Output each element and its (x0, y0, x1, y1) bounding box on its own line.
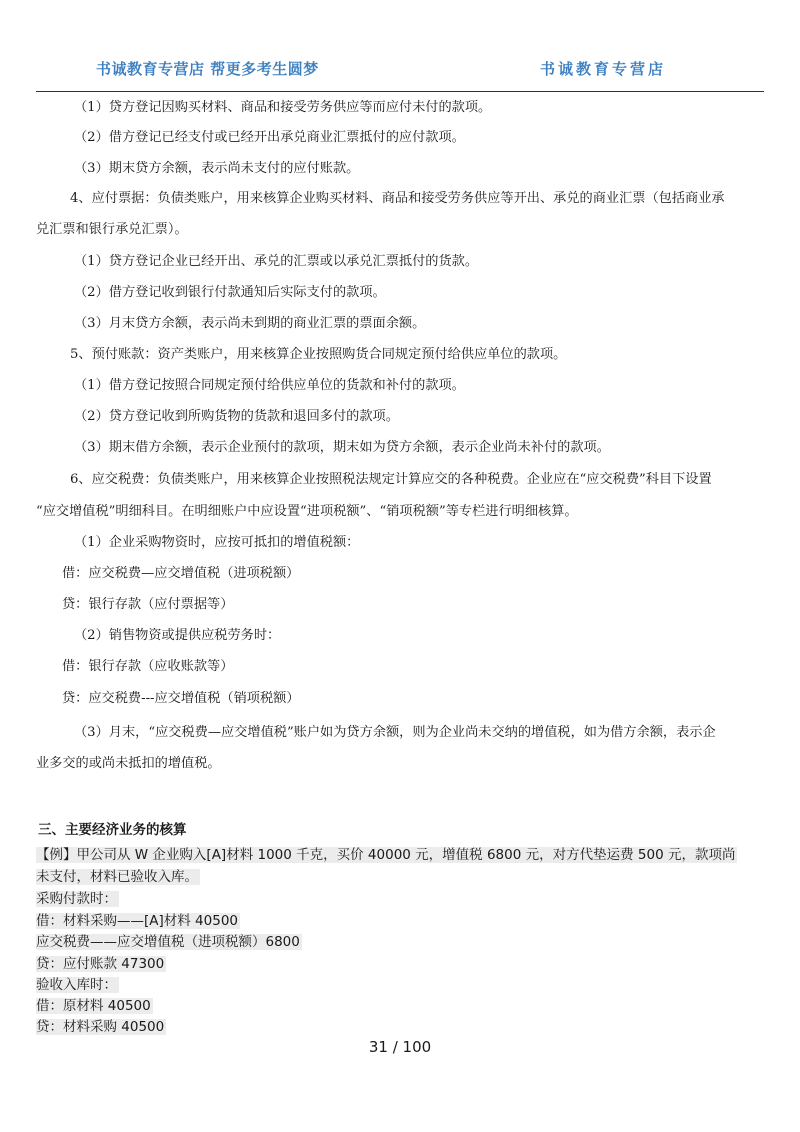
body-line: 兑汇票和银行承兑汇票）。 (36, 222, 188, 237)
example-line-text: 借：原材料 40500 (36, 998, 151, 1014)
body-line: “应交增值税”明细科目。在明细账户中应设置“进项税额”、“销项税额”等专栏进行明细核算。 (36, 504, 578, 519)
example-line (36, 867, 200, 888)
example-line (36, 932, 302, 953)
header-right-text: 书诚教育专营店 (540, 60, 667, 78)
body-line: 4、应付票据：负债类账户，用来核算企业购买材料、商品和接受劳务供应等开出、承兑的商业汇票（包括商业承 (70, 191, 725, 206)
example-line (36, 911, 240, 932)
page-header (36, 0, 764, 92)
example-line-text: 贷：应付账款 47300 (36, 956, 165, 972)
body-line: （2）借方登记收到银行付款通知后实际支付的款项。 (74, 285, 386, 300)
body-line: （3）月末，“应交税费—应交增值税”账户如为贷方余额，则为企业尚未交纳的增值税，如为借方余额，表示企 (74, 725, 716, 740)
example-line-text: 采购付款时： (36, 891, 117, 907)
header-left-text: 书诚教育专营店 帮更多考生圆梦 (96, 60, 319, 78)
body-line: （1）企业采购物资时，应按可抵扣的增值税额： (74, 535, 360, 550)
example-line-text: 应交税费——应交增值税（进项税额）6800 (36, 934, 300, 950)
example-line (36, 1017, 166, 1038)
example-line-text: 【例】甲公司从 W 企业购入[A]材料 1000 千克，买价 40000 元，增值税 6800 元，对方代垫运费 500 元，款项尚 (36, 847, 736, 863)
body-line: （3）期末借方余额，表示企业预付的款项，期末如为贷方余额，表示企业尚未补付的款项。 (74, 440, 610, 455)
body-line: （2）贷方登记收到所购货物的货款和退回多付的款项。 (74, 409, 399, 424)
body-line: 贷：应交税费---应交增值税（销项税额） (62, 691, 300, 706)
example-line-text: 借：材料采购——[A]材料 40500 (36, 913, 239, 929)
body-line: 借：应交税费—应交增值税（进项税额） (62, 566, 300, 581)
example-line (36, 996, 153, 1017)
body-line: （3）月末贷方余额，表示尚未到期的商业汇票的票面余额。 (74, 316, 426, 331)
body-line: （3）期末贷方余额，表示尚未支付的应付账款。 (74, 161, 360, 176)
body-line: （1）贷方登记企业已经开出、承兑的汇票或以承兑汇票抵付的货款。 (74, 254, 479, 269)
body-line: 5、预付账款：资产类账户，用来核算企业按照购货合同规定预付给供应单位的款项。 (70, 347, 567, 362)
example-line (36, 954, 166, 975)
body-line: 6、应交税费：负债类账户，用来核算企业按照税法规定计算应交的各种税费。企业应在“应交税费”科目下设置 (70, 472, 712, 487)
body-line: （2）借方登记已经支付或已经开出承兑商业汇票抵付的应付款项。 (74, 130, 465, 145)
body-line: 借：银行存款（应收账款等） (62, 659, 234, 674)
body-line: （1）借方登记按照合同规定预付给供应单位的货款和补付的款项。 (74, 378, 465, 393)
example-line-text: 贷：材料采购 40500 (36, 1019, 165, 1035)
example-line (36, 845, 737, 866)
section-title: 三、主要经济业务的核算 (38, 822, 187, 838)
body-line: （1）贷方登记因购买材料、商品和接受劳务供应等而应付未付的款项。 (74, 100, 492, 115)
body-line: （2）销售物资或提供应税劳务时： (74, 628, 281, 643)
example-line-text: 验收入库时： (36, 977, 117, 993)
body-line: 业多交的或尚未抵扣的增值税。 (36, 756, 221, 771)
example-line-text: 未支付，材料已验收入库。 (36, 869, 198, 885)
example-line (36, 975, 119, 996)
body-line: 贷：银行存款（应付票据等） (62, 597, 234, 612)
page-number: 31 / 100 (368, 1038, 432, 1056)
example-line (36, 889, 119, 910)
